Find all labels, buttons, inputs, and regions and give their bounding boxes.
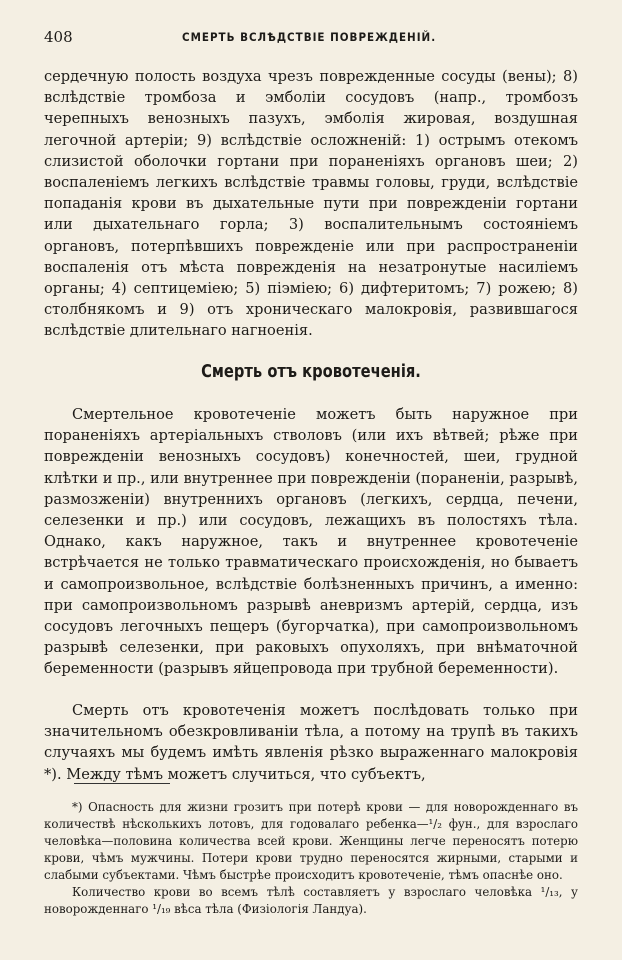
body-paragraph-1 [44,66,578,342]
body-paragraph-3 [44,700,578,785]
footnote-2: Количество крови во всемъ тѣлѣ составляетъ у взрослаго человѣка ¹/₁₃, у новорожденнаго ¹/₁₉ вѣса тѣла (Физіологія Ландуа). [44,885,578,916]
footnote-divider [74,783,170,784]
running-head: СМЕРТЬ ВСЛѢДСТВІЕ ПОВРЕЖДЕНІЙ. [182,30,437,44]
page-number: 408 [44,28,73,46]
paragraph-text: сердечную полость воздуха чрезъ поврежденные сосуды (вены); 8) вслѣдствіе тромбоза и эмболіи сосудовъ (напр., тромбозъ черепныхъ венозныхъ пазухъ, эмболія жировая, воздушная легочной артеріи; 9) вслѣдствіе осложненій: 1) острымъ отекомъ слизистой оболочки гортани при пораненіяхъ органовъ шеи; 2) воспаленіемъ легкихъ вслѣдствіе травмы головы, груди, вслѣдствіе попаданія крови въ дыхательные пути при поврежденіи гортани или дыхательнаго горла; 3) воспалительнымъ состояніемъ органовъ, потерпѣвшихъ поврежденіе или при распространеніи воспаленія отъ мѣста поврежденія на незатронутые насиліемъ органы; 4) септицеміею; 5) піэміею; 6) дифтеритомъ; 7) рожею; 8) столбнякомъ и 9) отъ хроническаго малокровія, развившагося вслѣдствіе длительнаго нагноенія. [44,68,578,340]
section-title: Смерть отъ кровотеченія. [201,362,421,382]
footnote-1: *) Опасность для жизни грозитъ при потерѣ крови — для новорожденнаго въ количествѣ нѣсколькихъ лотовъ, для годовалаго ребенка—¹/₂ фун., для взрослаго человѣка—половина количества всей крови. Женщины легче переносятъ потерю крови, чѣмъ мужчины. Потери крови трудно переносятся жирными, старыми и слабыми субъектами. Чѣмъ быстрѣе происходитъ кровотеченіе, тѣмъ опаснѣе оно. [44,800,578,882]
page-header [44,28,578,48]
paragraph-text: Смерть отъ кровотеченія можетъ послѣдовать только при значительномъ обезкровливаніи тѣла, а потому на трупѣ въ такихъ случаяхъ мы будемъ имѣть явленія рѣзко выраженнаго малокровія *). Между тѣмъ можетъ случиться, что субъектъ, [44,702,578,783]
body-paragraph-2 [44,404,578,680]
footnotes [44,799,578,918]
paragraph-text: Смертельное кровотеченіе можетъ быть наружное при пораненіяхъ артеріальныхъ стволовъ (или ихъ вѣтвей; рѣже при поврежденіи венозныхъ сосудовъ) конечностей, шеи, грудной клѣтки и пр., или внутреннее при поврежденіи (пораненіи, разрывѣ, размозженіи) внутреннихъ органовъ (легкихъ, сердца, печени, селезенки и пр.) или сосудовъ, лежащихъ въ полостяхъ тѣла. Однако, какъ наружное, такъ и внутреннее кровотеченіе встрѣчается не только травматическаго происхожденія, но бываетъ и самопроизвольное, вслѣдствіе болѣзненныхъ причинъ, а именно: при самопроизвольномъ разрывѣ аневризмъ артерій, сердца, изъ сосудовъ легочныхъ пещеръ (бугорчатка), при самопроизвольномъ разрывѣ селезенки, при раковыхъ опухоляхъ, при внѣматочной беременности (разрывъ яйцепровода при трубной беременности). [44,406,578,678]
